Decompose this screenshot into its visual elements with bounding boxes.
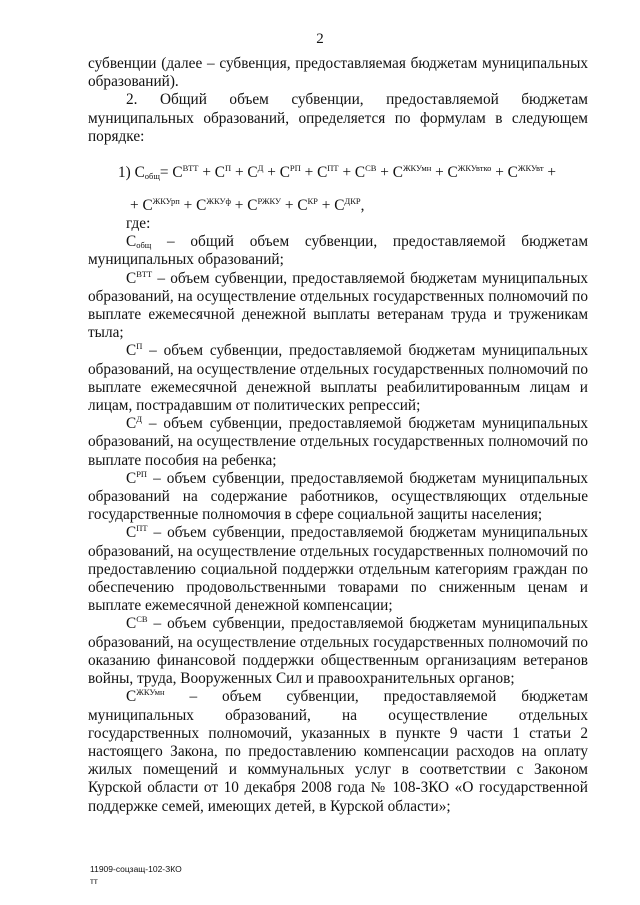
definition-symbol: $C^{СВ}$: [126, 614, 148, 633]
formula-term: $C^{ЖКУф}$: [196, 196, 231, 215]
formula-term: $C^{ДКР}$: [334, 196, 361, 215]
formula-term: $C^{ЖКУвтко}$: [447, 163, 492, 182]
footer-initials: тт: [90, 876, 98, 886]
definition-text: – объем субвенции, предоставляемой бюджетам муниципальных образований, на осуществление отдельных государственных полномочий по выплате пособия на ребенка;: [88, 415, 588, 469]
formula-term: $C^{ПТ}$: [317, 163, 339, 182]
formula-term: $C^{РЖКУ}$: [247, 196, 282, 215]
formula-operator: +: [317, 197, 335, 215]
definition-symbol: $C^П$: [126, 341, 143, 360]
formula-term-superscript: РЖКУ: [257, 196, 282, 207]
formula-term: $C^{ЖКУрп}$: [142, 196, 180, 215]
document-body: [88, 55, 588, 816]
formula-term-superscript: ЖКУф: [206, 196, 231, 207]
definition-superscript: ВТТ: [136, 268, 153, 279]
definition-symbol: $C^{ВТТ}$: [126, 268, 153, 287]
formula-term: $C^Д$: [247, 163, 264, 182]
definitions-list: [88, 233, 588, 816]
formula-term-superscript: ЖКУвтко: [457, 163, 492, 174]
paragraph-2: 2. Общий объем субвенции, предоставляемой бюджетам муниципальных образований, определяется по формулам в следующем порядке:: [88, 91, 588, 145]
formula-line-2: [88, 197, 588, 215]
formula-term: $C^{ЖКУвт}$: [507, 163, 544, 182]
definition-symbol: $C^{ЖКУмн}$: [126, 687, 165, 706]
paragraph-continuation: субвенции (далее – субвенция, предоставляемая бюджетам муниципальных образований).: [88, 55, 588, 91]
definition-text: – объем субвенции, предоставляемой бюджетам муниципальных образований, на осуществление отдельных государственных полномочий по предоставлению социальной поддержки отдельным категориям граждан по обеспечению продовольственными товарами по сниженным ценам и выплате ежемесячной денежной компенсации;: [88, 524, 588, 615]
formula-operator: +: [300, 164, 318, 182]
formula-operator: +: [230, 197, 248, 215]
formula-term-superscript: ВТТ: [182, 163, 199, 174]
definition-text: – объем субвенции, предоставляемой бюджетам муниципальных образований, на осуществление отдельных государственных полномочий, указанных в пункте 9 части 1 статьи 2 настоящего Закона, по предоставлению компенсации расходов на оплату жилых помещений и коммунальных услуг в соответствии с Законом Курской области от 10 декабря 2008 года № 108-ЗКО «О государственной поддержке семей, имеющих детей, в Курской области»;: [88, 688, 588, 815]
definition-text: – объем субвенции, предоставляемой бюджетам муниципальных образований, на осуществление отдельных государственных полномочий по выплате ежемесячной денежной выплаты реабилитированным лицам и лицам, пострадавшим от политических репрессий;: [88, 342, 588, 415]
definition-text: – объем субвенции, предоставляемой бюджетам муниципальных образований, на осуществление отдельных государственных полномочий по оказанию финансовой поддержки общественным организациям ветеранов войны, труда, Вооруженных Сил и правоохранительных органов;: [88, 615, 588, 688]
formula-term-superscript: ДКР: [344, 196, 361, 207]
definition-item: [88, 470, 588, 525]
definition-item: [88, 615, 588, 688]
formula-punctuation: ,: [360, 197, 365, 215]
definition-item: [88, 524, 588, 615]
formula-operator: +: [231, 164, 248, 182]
definition-text: – объем субвенции, предоставляемой бюджетам муниципальных образований, на осуществление отдельных государственных полномочий по выплате ежемесячной денежной выплаты ветеранам труда и труженикам тыла;: [88, 269, 588, 342]
formula-term-superscript: Д: [257, 163, 264, 174]
formula-term: $C^{ВТТ}$: [172, 163, 199, 182]
formula-term-superscript: ПТ: [327, 163, 339, 174]
page-number: 2: [316, 31, 324, 47]
formula-line-1: [88, 164, 588, 182]
formula-operator: +: [338, 164, 355, 182]
formula-term-superscript: РП: [289, 163, 301, 174]
definition-item: [88, 233, 588, 269]
formula-term-superscript: КР: [307, 196, 318, 207]
formula-lhs: $C_{общ}$: [134, 164, 160, 182]
definition-text: – общий объем субвенции, предоставляемой бюджетам муниципальных образований;: [88, 233, 588, 269]
formula-operator: +: [491, 164, 508, 182]
definition-superscript: СВ: [136, 614, 148, 625]
formula-term-superscript: П: [225, 163, 232, 174]
formula-term: $C^{СВ}$: [354, 163, 377, 182]
where-label: где:: [126, 215, 151, 233]
formula-operator: +: [543, 164, 557, 182]
formula-term-superscript: ЖКУвт: [517, 163, 544, 174]
definition-superscript: ПТ: [136, 523, 148, 534]
definition-superscript: ЖКУмн: [136, 687, 165, 698]
formula-number: 1): [118, 164, 135, 182]
formula-operator: +: [263, 164, 280, 182]
formula-term: $C^П$: [214, 163, 232, 182]
formula-term-superscript: ЖКУрп: [152, 196, 180, 207]
definition-symbol: $C^Д$: [126, 414, 143, 433]
formula-operator: +: [281, 197, 298, 215]
formula-term: $C^{ЖКУмн}$: [392, 163, 432, 182]
definition-superscript: Д: [136, 414, 143, 425]
definition-symbol: $C_{общ}$: [126, 233, 152, 251]
formula-operator: +: [179, 197, 197, 215]
definition-text: – объем субвенции, предоставляемой бюджетам муниципальных образований на содержание работников, осуществляющих отдельные государственные полномочия в сфере социальной защиты населения;: [88, 469, 588, 524]
formula-operator: +: [376, 164, 393, 182]
formula-term-superscript: СВ: [365, 163, 377, 174]
formula-operator: +: [130, 197, 143, 215]
definition-subscript: общ: [136, 240, 152, 251]
footer: [90, 863, 182, 887]
formula-term-superscript: ЖКУмн: [402, 163, 432, 174]
definition-superscript: П: [136, 341, 143, 352]
formula-operator: =: [159, 164, 173, 182]
definition-symbol: $C^{РП}$: [126, 468, 148, 487]
definition-item: [88, 342, 588, 415]
formula-operator: +: [198, 164, 215, 182]
definition-item: [88, 688, 588, 815]
definition-superscript: РП: [136, 468, 148, 479]
formula-term: $C^{КР}$: [297, 196, 318, 215]
definition-item: [88, 270, 588, 343]
footer-code: 11909-соцзащ-102-ЗКО: [90, 864, 182, 874]
definition-item: [88, 415, 588, 470]
formula-term: $C^{РП}$: [279, 163, 301, 182]
formula-operator: +: [431, 164, 448, 182]
definition-symbol: $C^{ПТ}$: [126, 523, 148, 542]
formula-lhs-subscript: общ: [144, 171, 160, 182]
